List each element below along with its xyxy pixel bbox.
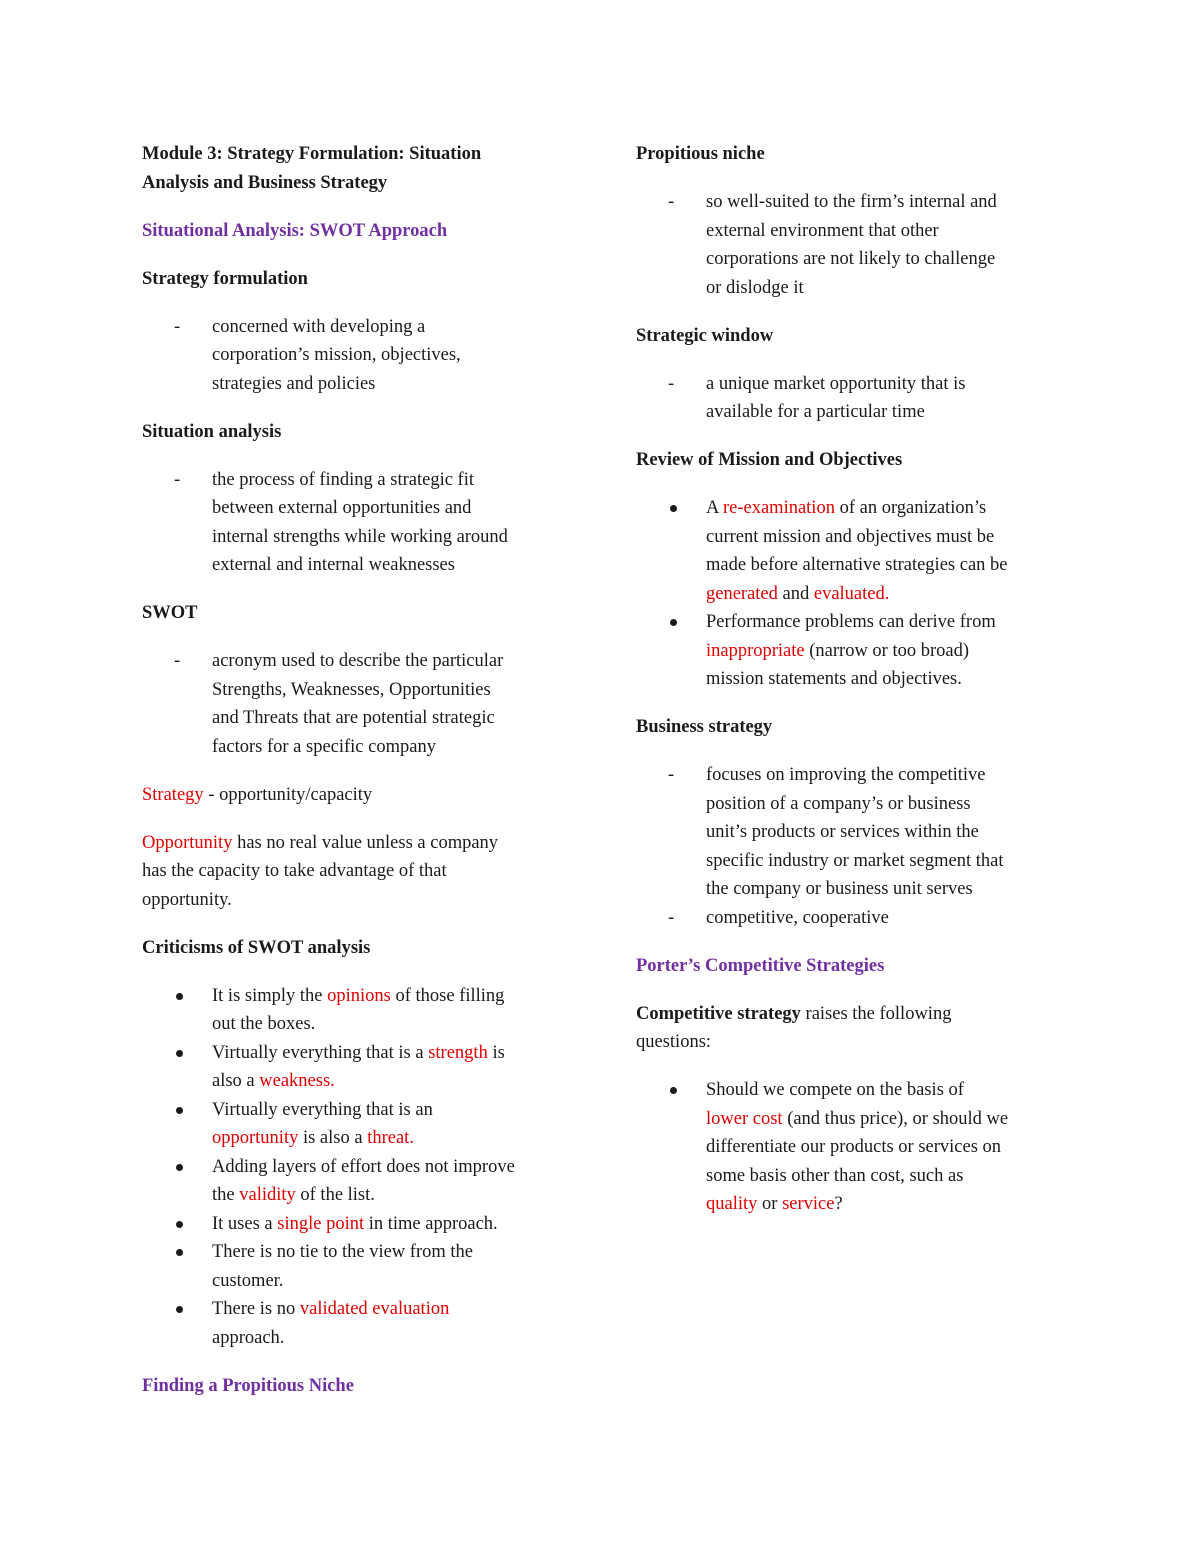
paragraph-text: has the capacity to take advantage of that (142, 861, 447, 881)
item-text: factors for a specific company (212, 736, 436, 757)
term-heading-situation-analysis: Situation analysis (142, 421, 282, 442)
highlight-term: threat. (367, 1128, 414, 1148)
section-heading-swot-approach: Situational Analysis: SWOT Approach (142, 220, 448, 241)
highlight-term: single point (277, 1213, 365, 1234)
section-heading-porter: Porter’s Competitive Strategies (636, 955, 885, 976)
item-text: acronym used to describe the particular (212, 651, 504, 671)
item-text: competitive, cooperative (706, 907, 889, 928)
item-text: specific industry or market segment that (706, 850, 1004, 871)
dash-marker: - (668, 192, 675, 212)
bullet-dot (176, 1306, 183, 1313)
item-text: the company or business unit serves (706, 879, 973, 899)
item-text: concerned with developing a (212, 316, 426, 337)
item-text: corporations are not likely to challenge (706, 249, 996, 269)
highlight-term: opportunity (212, 1128, 299, 1148)
competitive-strategy-paragraph: Competitive strategy raises the following questions: (636, 1000, 1066, 1057)
item-text: and Threats that are potential strategic (212, 708, 495, 728)
item-text: differentiate our products or services on (706, 1137, 1002, 1157)
item-text: Performance problems can derive from (706, 612, 996, 632)
item-text: current mission and objectives must be (706, 526, 995, 547)
bullet-list-item: There is no validated evaluation approach. (142, 1295, 582, 1352)
dash-list-item (636, 188, 1066, 302)
document-title-line: Analysis and Business Strategy (142, 172, 388, 193)
highlight-term: generated (706, 583, 778, 604)
section-heading-finding-niche: Finding a Propitious Niche (142, 1375, 354, 1396)
term-heading-propitious-niche: Propitious niche (636, 144, 765, 164)
dash-list-item (636, 761, 1066, 904)
highlight-term: inappropriate (706, 640, 805, 661)
item-text: or dislodge it (706, 277, 804, 298)
highlight-term: lower cost (706, 1108, 783, 1129)
highlight-term: re-examination (722, 498, 835, 518)
bullet-dot (670, 1087, 677, 1094)
term-heading-strategic-window: Strategic window (636, 325, 774, 346)
item-text: focuses on improving the competitive (706, 765, 986, 785)
item-text: so well-suited to the firm’s internal and (706, 192, 997, 212)
dash-list-item (636, 370, 1066, 427)
item-text: made before alternative strategies can be (706, 555, 1008, 575)
bullet-list-item: Should we compete on the basis of lower cost (and thus price), or should we differentiate our products or services on some basis other than cost, such as quality or service? (636, 1076, 1066, 1219)
right-column (636, 140, 1066, 1219)
highlight-term: Opportunity (142, 832, 233, 853)
bullet-list-item: Performance problems can derive from inappropriate (narrow or too broad) mission statements and objectives. (636, 608, 1066, 694)
term-heading-business-strategy: Business strategy (636, 717, 773, 737)
document-title-line: Module 3: Strategy Formulation: Situation (142, 144, 482, 164)
paragraph-text: opportunity. (142, 889, 232, 910)
dash-list-item (142, 466, 582, 580)
term-heading-swot: SWOT (142, 603, 198, 623)
bullet-list-item: A re-examination of an organization’s current mission and objectives must be made before alternative strategies can be generated and evaluated. (636, 494, 1066, 608)
dash-marker: - (668, 907, 675, 928)
dash-marker: - (174, 316, 181, 337)
item-text: external and internal weaknesses (212, 555, 455, 575)
item-text: a unique market opportunity that is (706, 373, 966, 394)
highlight-term: Strategy (142, 784, 204, 805)
left-column (142, 140, 582, 1400)
bullet-dot (176, 1050, 183, 1057)
dash-marker: - (174, 469, 181, 490)
item-text: unit’s products or services within the (706, 822, 979, 842)
dash-list-item (142, 313, 582, 399)
dash-marker: - (174, 651, 181, 671)
paragraph-text: questions: (636, 1032, 712, 1052)
highlight-term: strength (428, 1042, 488, 1063)
bullet-dot (176, 1249, 183, 1256)
paragraph-text: has no real value unless a company (232, 832, 499, 853)
term-heading-review: Review of Mission and Objectives (636, 450, 903, 470)
term-heading-strategy-formulation: Strategy formulation (142, 268, 308, 289)
item-text: approach. (212, 1327, 285, 1348)
item-text: the process of finding a strategic fit (212, 469, 474, 490)
item-text: strategies and policies (212, 373, 376, 394)
item-text: There is no tie to the view from the (212, 1242, 473, 1262)
bullet-dot (176, 993, 183, 1000)
item-text: mission statements and objectives. (706, 669, 962, 689)
bullet-list-item: Virtually everything that is a strength is also a weakness. (142, 1039, 582, 1096)
bullet-list-item: It uses a single point in time approach. (142, 1210, 582, 1239)
highlight-term: validated evaluation (299, 1299, 450, 1319)
item-text: between external opportunities and (212, 498, 472, 518)
item-text: Strengths, Weaknesses, Opportunities (212, 679, 491, 700)
item-text: Virtually everything that is an (212, 1099, 433, 1120)
highlight-term: evaluated. (813, 583, 890, 604)
item-text: available for a particular time (706, 402, 925, 422)
bullet-dot (176, 1164, 183, 1171)
definition-text: - opportunity/capacity (203, 784, 373, 805)
bullet-dot (670, 505, 677, 512)
highlight-term: service (782, 1194, 835, 1214)
item-text: Adding layers of effort does not improve (212, 1156, 515, 1177)
opportunity-paragraph (142, 829, 582, 915)
item-text: Should we compete on the basis of (706, 1080, 964, 1100)
bullet-dot (176, 1221, 183, 1228)
item-text: customer. (212, 1270, 284, 1291)
bullet-dot (176, 1107, 183, 1114)
item-text: external environment that other (706, 220, 939, 241)
highlight-term: validity (239, 1185, 296, 1205)
dash-list-item (142, 647, 582, 761)
highlight-term: weakness. (259, 1071, 335, 1091)
item-text: out the boxes. (212, 1014, 316, 1034)
highlight-term: quality (706, 1194, 758, 1214)
document-title (142, 140, 582, 197)
bullet-list-item (142, 1238, 582, 1295)
bullet-list-item: It is simply the opinions of those filling out the boxes. (142, 982, 582, 1039)
item-text: corporation’s mission, objectives, (212, 345, 461, 365)
dash-list-item (636, 904, 1066, 933)
highlight-term: opinions (327, 985, 391, 1006)
strategy-definition (142, 781, 582, 810)
item-text: internal strengths while working around (212, 526, 508, 547)
bullet-list-item: Virtually everything that is an opportunity is also a threat. (142, 1096, 582, 1153)
bullet-dot (670, 619, 677, 626)
item-text: position of a company’s or business (706, 793, 971, 814)
item-text: some basis other than cost, such as (706, 1165, 964, 1186)
bullet-list-item: Adding layers of effort does not improve the validity of the list. (142, 1153, 582, 1210)
dash-marker: - (668, 765, 675, 785)
term-heading-criticisms: Criticisms of SWOT analysis (142, 937, 371, 958)
bold-term: Competitive strategy (636, 1003, 801, 1024)
dash-marker: - (668, 373, 675, 394)
